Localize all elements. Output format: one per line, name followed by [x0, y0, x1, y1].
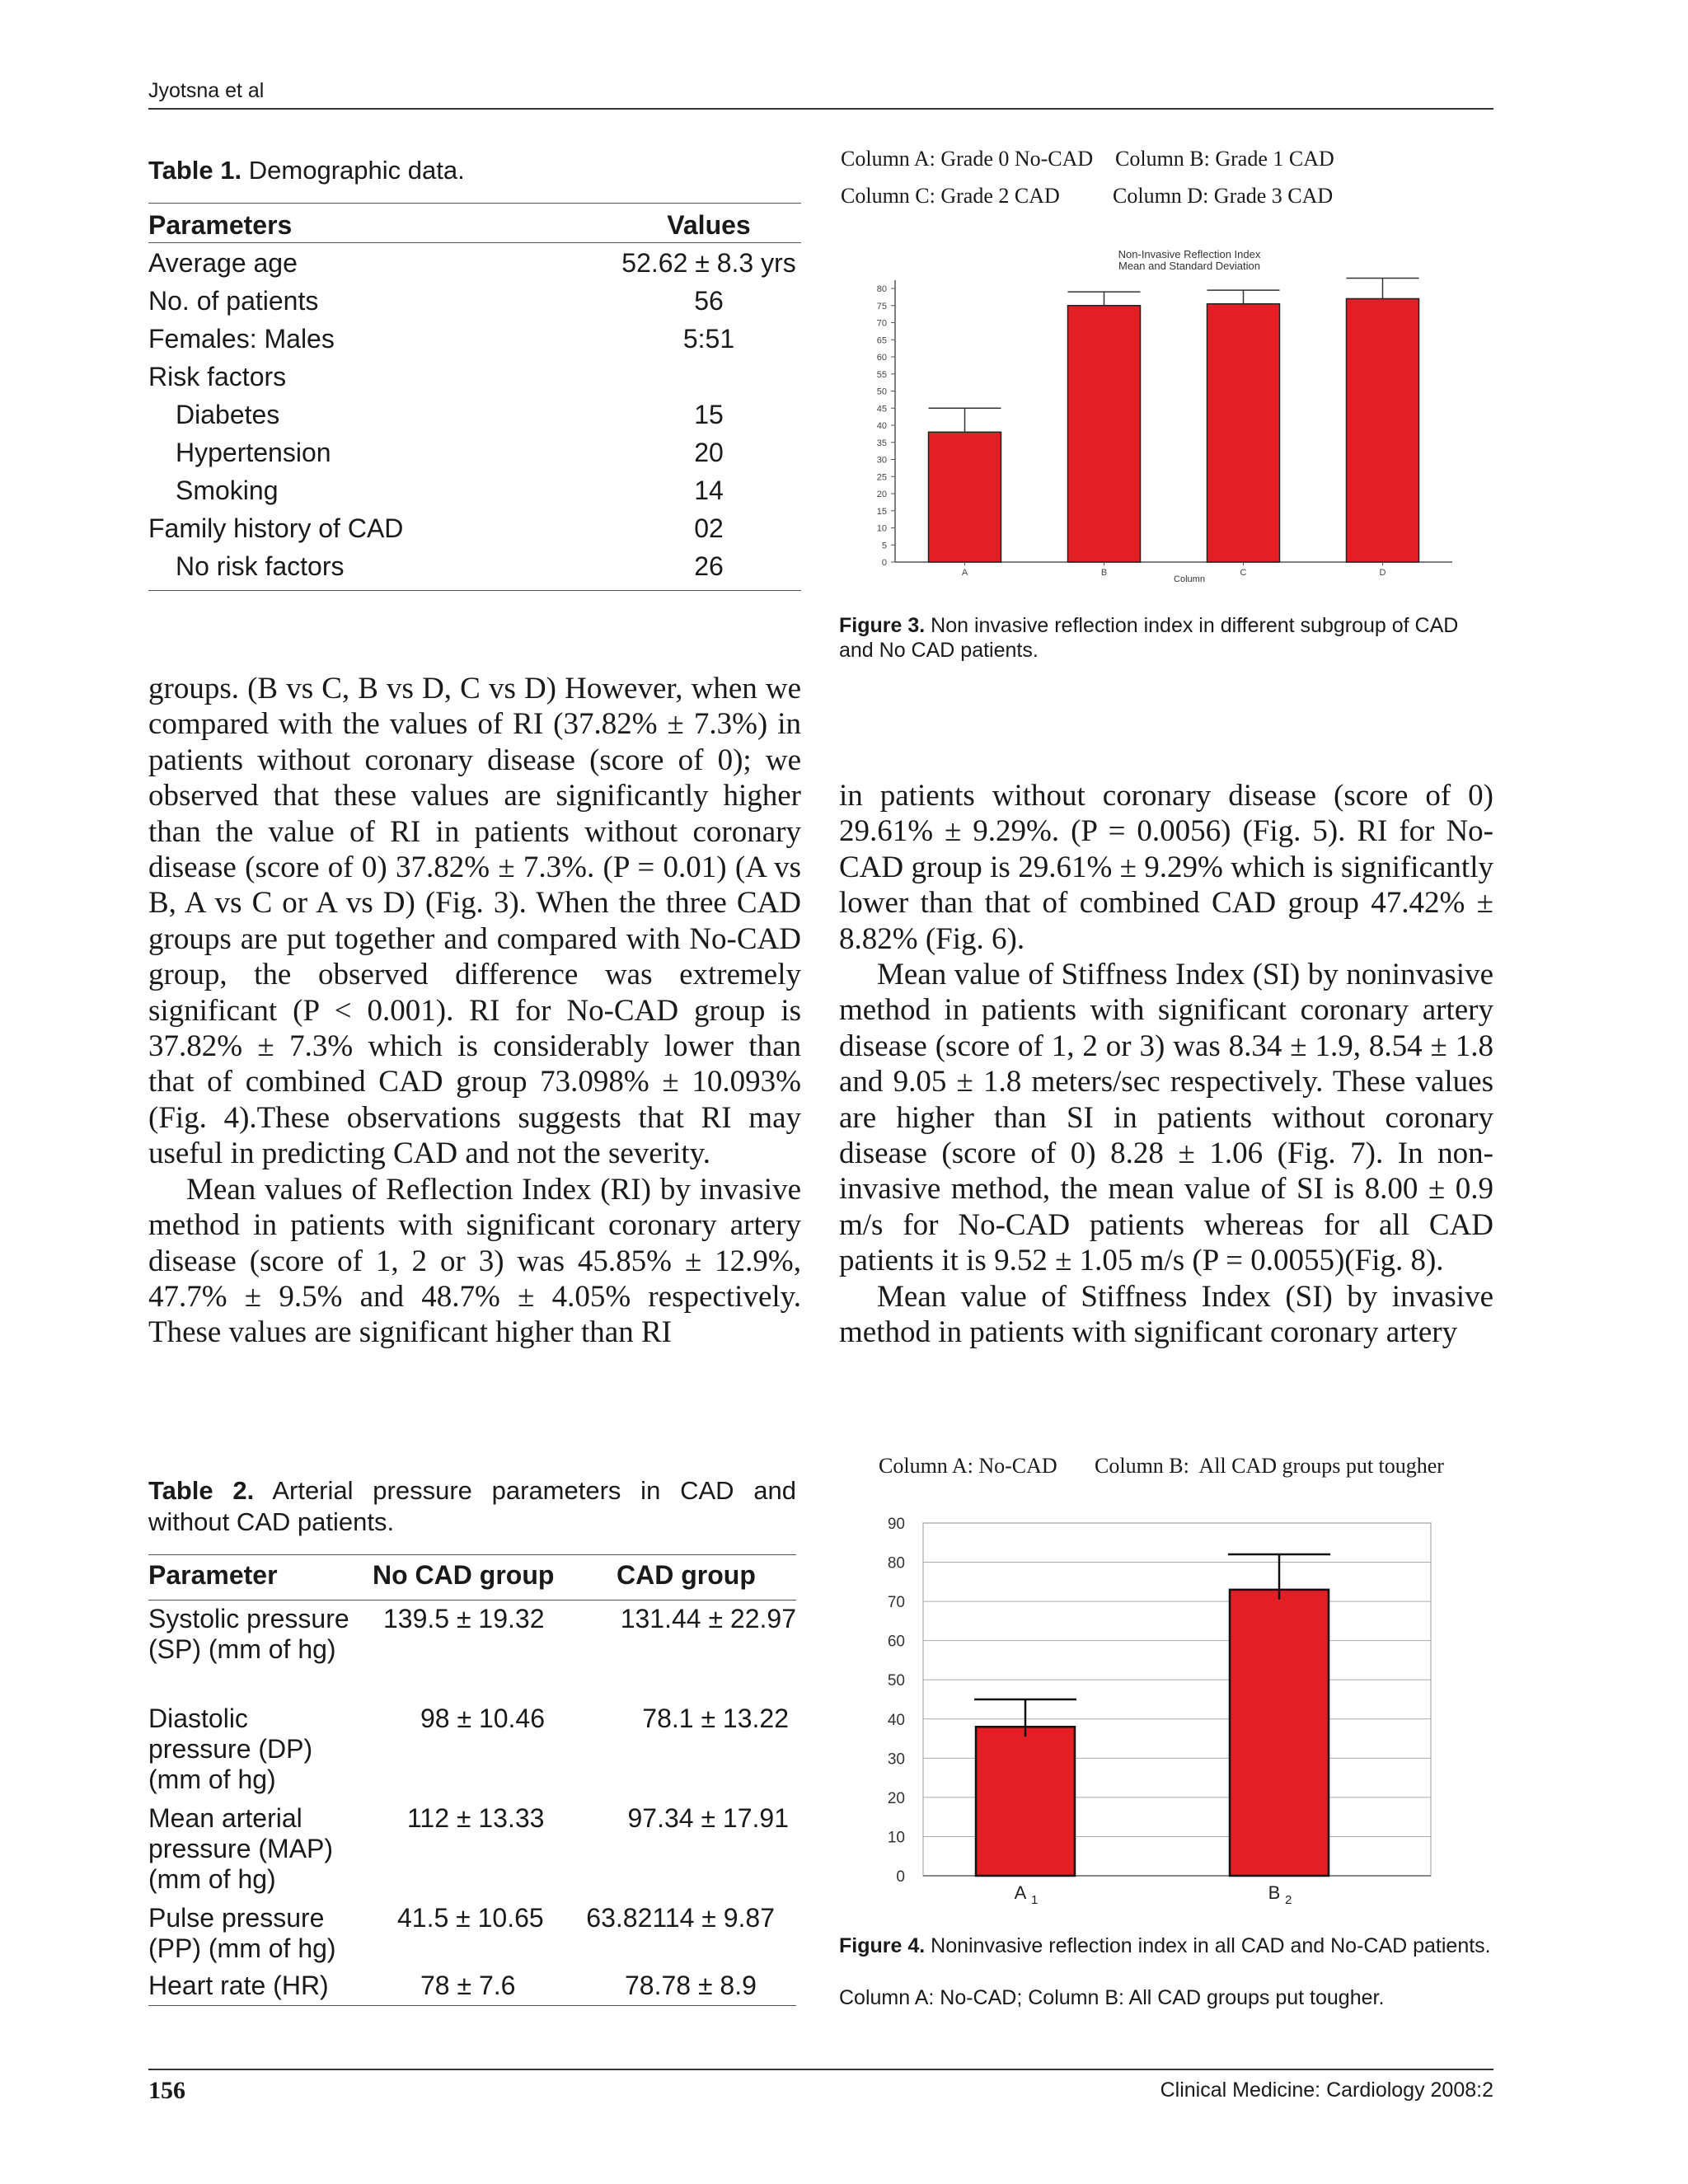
table1-caption: Demographic data.: [248, 156, 465, 185]
left-column-text: [148, 671, 801, 1351]
table2-row-nocad: 98 ± 10.46: [420, 1704, 546, 1733]
table-row: Smoking 14: [148, 471, 801, 509]
table2-row-cad: 131.44 ± 22.97: [620, 1604, 796, 1633]
fig3-bar: [1207, 304, 1280, 562]
fig3-legend-a: Column A: Grade 0 No-CAD: [841, 147, 1094, 171]
fig4-y-tick-label: 20: [887, 1789, 905, 1807]
header-rule: [148, 108, 1493, 110]
fig4-legend-a: Column A: No-CAD: [879, 1454, 1057, 1478]
figure4-chart: [874, 1508, 1442, 1912]
table-row: [148, 358, 801, 396]
fig3-y-tick-label: 75: [876, 301, 887, 312]
figure4-caption-text: Noninvasive reflection index in all CAD and No-CAD patients.: [931, 1934, 1491, 1957]
figure3-caption: [839, 613, 1493, 663]
table2-row-label: Heart rate (HR): [148, 1971, 329, 2000]
table2-col-parameter: Parameter: [148, 1560, 278, 1590]
table-row: Females: Males 5:51: [148, 320, 801, 358]
table1-row-label: Family history of CAD: [148, 513, 404, 543]
table2-col-nocad: No CAD group: [373, 1560, 555, 1590]
figure3-caption-label: Figure 3.: [839, 614, 926, 637]
table1: [148, 206, 801, 593]
fig3-y-tick-label: 0: [881, 558, 887, 568]
journal-citation: Clinical Medicine: Cardiology 2008:2: [1160, 2079, 1493, 2102]
right-paragraph-2: Mean value of Stiffness Index (SI) by noninvasive method in patients with significant coronary artery disease (score of 1, 2 or 3) was 8.34 ± 1.9, 8.54 ± 1.8 and 9.05 ± 1.8 meters/sec respectively. These values are higher than SI in patients without coronary disease (score of 0) 8.28 ± 1.06 (Fig. 7). In non-invasive method, the mean value of SI is 8.00 ± 0.9 m/s for No-CAD patients whereas for all CAD patients it is 9.52 ± 1.05 m/s (P = 0.0055)(Fig. 8).: [839, 958, 1493, 1278]
table1-row-label: Diabetes: [176, 400, 280, 429]
figure4-caption: [839, 1933, 1493, 1958]
fig3-y-tick-label: 55: [876, 369, 887, 380]
table-row: Family history of CAD 02: [148, 509, 801, 547]
figure4-caption-line2: Column A: No-CAD; Column B: All CAD groups put tougher.: [839, 1986, 1385, 2009]
fig3-bar: [1347, 298, 1419, 562]
table2-row-cad: 78.1 ± 13.22: [642, 1704, 789, 1733]
fig4-bar: [1230, 1590, 1329, 1876]
table-row: Diabetes 15: [148, 396, 801, 434]
table2-row-nocad: 112 ± 13.33: [407, 1803, 545, 1833]
table2-row-nocad: 139.5 ± 19.32: [383, 1604, 545, 1633]
left-paragraph-2: Mean values of Reflection Index (RI) by invasive method in patients with significant coronary artery disease (score of 1, 2 or 3) was 45.85% ± 12.9%, 47.7% ± 9.5% and 48.7% ± 4.05% respectively. These values are significant higher than RI: [148, 1172, 801, 1350]
fig3-y-tick-label: 45: [876, 404, 887, 415]
table1-row-label: Smoking: [176, 476, 279, 505]
table2-top-rule: [148, 1554, 796, 1555]
fig3-bar: [929, 432, 1001, 562]
fig4-y-tick-label: 40: [887, 1711, 905, 1729]
table2-header-rule: [148, 1600, 796, 1601]
fig4-y-tick-label: 30: [887, 1750, 905, 1769]
fig4-y-tick-label: 10: [887, 1829, 905, 1847]
table-row: Average age 52.62 ± 8.3 yrs: [148, 244, 801, 282]
table1-header-row: Parameters Values: [148, 206, 801, 244]
fig3-legend-d: Column D: Grade 3 CAD: [1113, 184, 1334, 208]
table1-header-rule: [148, 242, 801, 243]
table2-row-nocad: 78 ± 7.6: [420, 1971, 516, 2000]
fig3-y-tick-label: 15: [876, 506, 887, 517]
table1-row-label: No risk factors: [176, 551, 345, 581]
table2-row-label: Pulse pressure (PP) (mm of hg): [148, 1903, 336, 1963]
fig4-x-tick-label: A: [1014, 1882, 1027, 1903]
fig3-x-tick-label: A: [961, 568, 968, 578]
table2-caption: Arterial pressure parameters in CAD and without CAD patients.: [148, 1476, 796, 1536]
table-row: No risk factors 26: [148, 547, 801, 585]
table2-row-nocad: 41.5 ± 10.65: [397, 1903, 544, 1933]
fig3-y-tick-label: 70: [876, 318, 887, 329]
table2-bottom-rule: [148, 2005, 796, 2006]
fig3-y-tick-label: 60: [876, 353, 887, 363]
left-paragraph-1: groups. (B vs C, B vs D, C vs D) However, when we compared with the values of RI (37.82% ± 7.3%) in patients without coronary disease (score of 0); we observed that these values are significantly higher than the value of RI in patients without coronary disease (score of 0) 37.82% ± 7.3%. (P = 0.01) (A vs B, A vs C or A vs D) (Fig. 3). When the three CAD groups are put together and compared with No-CAD group, the observed difference was extremely significant (P < 0.001). RI for No-CAD group is 37.82% ± 7.3% which is considerably lower than that of combined CAD group 73.098% ± 10.093% (Fig. 4).These observations suggests that RI may useful in predicting CAD and not the severity.: [148, 672, 801, 1171]
fig4-y-tick-label: 0: [896, 1868, 905, 1886]
fig3-y-tick-label: 65: [876, 335, 887, 346]
table2-col-cad: CAD group: [617, 1560, 756, 1590]
fig3-legend-c: Column C: Grade 2 CAD: [841, 184, 1060, 208]
table1-col-parameters: Parameters: [148, 210, 293, 240]
table1-title: [148, 155, 808, 186]
fig3-y-tick-label: 30: [876, 455, 887, 466]
table2: [148, 1560, 796, 2005]
fig3-legend-b: Column B: Grade 1 CAD: [1115, 147, 1334, 171]
page-number: 156: [148, 2077, 185, 2104]
fig3-y-tick-label: 10: [876, 523, 887, 534]
fig3-y-tick-label: 80: [876, 284, 887, 294]
table2-row-cad: 97.34 ± 17.91: [627, 1803, 789, 1833]
fig3-x-tick-label: B: [1100, 568, 1108, 578]
fig4-y-tick-label: 50: [887, 1672, 905, 1690]
fig3-y-tick-label: 50: [876, 387, 887, 397]
figure3-caption-text: Non invasive reflection index in different subgroup of CAD and No CAD patients.: [839, 614, 1459, 662]
fig3-y-tick-label: 25: [876, 472, 887, 483]
table2-row-cad: 78.78 ± 8.9: [625, 1971, 757, 2000]
figure3-chart: [832, 239, 1500, 593]
table2-label: Table 2.: [148, 1476, 255, 1505]
fig3-x-tick-label: D: [1379, 568, 1386, 578]
fig3-y-tick-label: 5: [881, 541, 887, 551]
table2-row-cad: 63.82114 ± 9.87: [586, 1903, 775, 1933]
fig4-y-tick-label: 80: [887, 1554, 905, 1572]
table1-bottom-rule: [148, 590, 801, 591]
fig3-x-axis-label: Column: [1174, 574, 1205, 584]
fig4-x-tick-subscript: 1: [1031, 1893, 1039, 1907]
table2-title: [148, 1475, 796, 1538]
fig4-legend-b: Column B: All CAD groups put tougher: [1095, 1454, 1444, 1478]
fig4-x-tick-subscript: 2: [1285, 1893, 1292, 1907]
table1-top-rule: [148, 203, 801, 204]
fig3-chart-subtitle: Mean and Standard Deviation: [1118, 260, 1261, 272]
table1-row-label: Average age: [148, 248, 298, 278]
fig3-chart-title: Non-Invasive Reflection Index: [1118, 248, 1261, 260]
running-head: Jyotsna et al: [148, 79, 265, 102]
table1-row-label: No. of patients: [148, 286, 319, 316]
table2-row-label: Mean arterial pressure (MAP) (mm of hg): [148, 1803, 334, 1894]
table1-row-label: Hypertension: [176, 438, 331, 467]
figure4-caption-label: Figure 4.: [839, 1934, 926, 1957]
table1-row-label: Risk factors: [148, 362, 287, 391]
right-paragraph-1: in patients without coronary disease (score of 0) 29.61% ± 9.29%. (P = 0.0056) (Fig. 5). RI for No-CAD group is 29.61% ± 9.29% which is significantly lower than that of combined CAD group 47.42% ± 8.82% (Fig. 6).: [839, 779, 1493, 956]
fig4-x-tick-label: B: [1268, 1882, 1281, 1903]
right-column-text: [839, 778, 1493, 1351]
table-row: Hypertension 20: [148, 434, 801, 471]
table-row: No. of patients 56: [148, 282, 801, 320]
fig4-y-tick-label: 70: [887, 1594, 905, 1612]
fig3-x-tick-label: C: [1240, 568, 1247, 578]
fig4-bar: [976, 1727, 1075, 1876]
fig3-bar: [1068, 306, 1141, 562]
right-paragraph-3: Mean value of Stiffness Index (SI) by invasive method in patients with significant coronary artery: [839, 1279, 1493, 1350]
table1-label: Table 1.: [148, 156, 242, 185]
fig3-y-tick-label: 35: [876, 438, 887, 448]
table1-row-label: Females: Males: [148, 324, 335, 354]
table2-row-label: Systolic pressure (SP) (mm of hg): [148, 1604, 349, 1664]
footer-rule: [148, 2069, 1493, 2070]
table2-row-label: Diastolic pressure (DP) (mm of hg): [148, 1704, 313, 1794]
fig4-y-tick-label: 60: [887, 1633, 905, 1651]
fig3-y-tick-label: 40: [876, 421, 887, 431]
fig4-y-tick-label: 90: [887, 1516, 905, 1533]
fig3-y-tick-label: 20: [876, 490, 887, 499]
